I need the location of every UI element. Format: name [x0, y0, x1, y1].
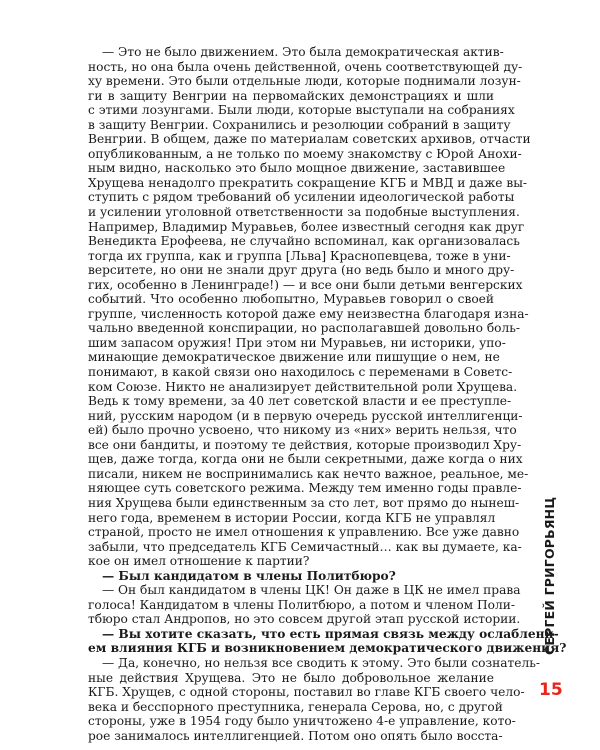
text-line: — Он был кандидатом в члены ЦК! Он даже в ЦК не имел права [102, 583, 521, 598]
text-line: понимают, в какой связи оно находилось с переменами в Советс- [88, 365, 513, 380]
text-line: и усилении уголовной ответственности за подобные выступления. [88, 205, 520, 220]
text-line: рое занималось интеллигенцией. Потом оно опять было восста- [88, 728, 503, 743]
text-line: ей) было прочно усвоено, что никому из «них» верить нельзя, что [88, 423, 517, 438]
text-line: тогда их группа, как и группа [Льва] Краснопевцева, тоже в уни- [88, 248, 511, 263]
text-line: тбюро стал Андропов, но это совсем другой этап русской истории. [88, 612, 521, 627]
text-line: опубликованным, а не только по моему знакомству с Юрой Анохи- [88, 146, 522, 161]
text-line: Например, Владимир Муравьев, более известный сегодня как друг [88, 219, 525, 234]
text-line: няющее суть советского режима. Между тем именно годы правле- [88, 481, 522, 496]
interviewer-question: — Вы хотите сказать, что есть прямая связь между ослаблени- [102, 626, 559, 641]
text-line: ги в защиту Венгрии на первомайских демонстрациях и шли [88, 88, 494, 103]
text-line: минающие демократическое движение или пишущие о нем, не [88, 350, 500, 365]
text-line: чально введенной конспирации, но располагавшей довольно боль- [88, 321, 520, 336]
interviewer-question: — Был кандидатом в члены Политбюро? [102, 568, 396, 583]
text-line: него года, временем в истории России, когда КГБ не управлял [88, 510, 496, 525]
text-line: забыли, что председатель КГБ Семичастный… как вы думаете, ка- [88, 539, 522, 554]
text-line: ния Хрущева были единственным за сто лет, вот прямо до нынеш- [88, 495, 520, 510]
text-line: щев, даже тогда, когда они не были секретными, даже когда о них [88, 452, 523, 467]
text-line: гих, особенно в Ленинграде!) — и все они были детьми венгерских [88, 277, 523, 292]
text-line: — Да, конечно, но нельзя все сводить к этому. Это были сознатель- [102, 655, 540, 670]
text-line: голоса! Кандидатом в члены Политбюро, а потом и членом Поли- [88, 597, 515, 612]
running-head-author: СЕРГЕЙ ГРИГОРЬЯНЦ [542, 496, 557, 655]
text-line: стороны, уже в 1954 году было уничтожено 4-е управление, кото- [88, 714, 516, 729]
text-line: ком Союзе. Никто не анализирует действительной роли Хрущева. [88, 379, 518, 394]
text-line: событий. Что особенно любопытно, Муравьев говорил о своей [88, 292, 494, 307]
interviewer-question: ем влияния КГБ и возникновением демократического движения? [88, 641, 567, 656]
text-line: Ведь к тому времени, за 40 лет советской власти и ее преступле- [88, 394, 512, 409]
text-line: писали, никем не воспринимались как нечто важное, реальное, ме- [88, 466, 529, 481]
page-number: 15 [539, 680, 563, 700]
text-line: ность, но она была очень действенной, очень соответствующей ду- [88, 59, 523, 74]
text-line: Венедикта Ерофеева, не случайно вспоминал, как организовалась [88, 234, 520, 249]
text-line: ступить с рядом требований об усилении идеологической работы [88, 190, 515, 205]
text-line: группе, численность которой даже ему неизвестна благодаря изна- [88, 306, 529, 321]
text-line: ные действия Хрущева. Это не было добровольное желание [88, 670, 494, 685]
text-line: с этими лозунгами. Были люди, которые выступали на собраниях [88, 103, 515, 118]
text-line: КГБ. Хрущев, с одной стороны, поставил во главе КГБ своего чело- [88, 685, 525, 700]
text-line: Венгрии. В общем, даже по материалам советских архивов, отчасти [88, 132, 531, 147]
text-line: ным видно, насколько это было мощное движение, заставившее [88, 161, 506, 176]
text-line: все они бандиты, и поэтому те действия, которые производил Хру- [88, 437, 522, 452]
text-line: в защиту Венгрии. Сохранились и резолюции собраний в защиту [88, 117, 511, 132]
text-line: страной, просто не имел отношения к управлению. Все уже давно [88, 525, 520, 540]
text-line: Хрущева ненадолго прекратить сокращение КГБ и МВД и даже вы- [88, 175, 528, 190]
text-line: ху времени. Это были отдельные люди, которые поднимали лозун- [88, 74, 521, 89]
text-line: — Это не было движением. Это была демократическая актив- [102, 45, 504, 59]
text-line: кое он имел отношение к партии? [88, 554, 310, 569]
text-line: века и бесспорного преступника, генерала Серова, но, с другой [88, 699, 503, 714]
text-line: верситете, но они не знали друг друга (но ведь было и много дру- [88, 263, 515, 278]
text-line: ний, русским народом (и в первую очередь русской интеллигенци- [88, 408, 523, 423]
text-line: шим запасом оружия! При этом ни Муравьев, ни историки, упо- [88, 335, 506, 350]
